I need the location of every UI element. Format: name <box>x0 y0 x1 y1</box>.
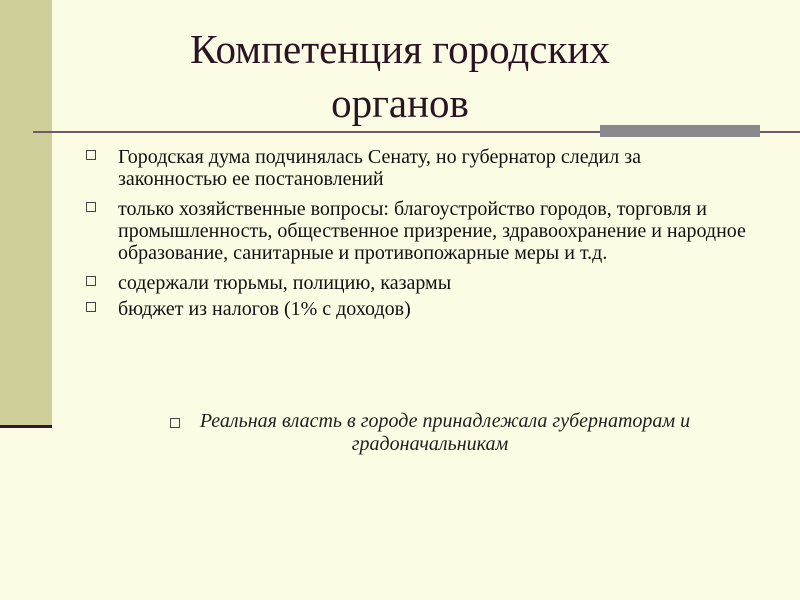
bullet-text: только хозяйственные вопросы: благоустройство городов, торговля и промышленность, общественное призрение, здравоохранение и народное образование, санитарные и противопожарные меры и т.д. <box>118 198 746 264</box>
decorative-side-bar <box>0 0 52 425</box>
title-divider-accent <box>600 125 760 137</box>
conclusion-statement <box>110 410 750 456</box>
square-bullet-icon <box>86 202 96 212</box>
bullet-text: содержали тюрьмы, полицию, казармы <box>118 272 452 294</box>
bullet-item-4 <box>86 298 746 320</box>
side-bar-underline <box>0 425 52 428</box>
bullet-item-2 <box>86 198 746 264</box>
square-bullet-icon <box>86 150 96 160</box>
square-bullet-icon <box>86 276 96 286</box>
bullet-text: Городская дума подчинялась Сенату, но губернатор следил за законностью ее постановлений <box>118 146 641 190</box>
bullet-list <box>86 146 746 328</box>
square-bullet-icon <box>170 418 180 428</box>
bullet-item-3 <box>86 272 746 294</box>
bullet-item-1 <box>86 146 746 190</box>
conclusion-text: Реальная власть в городе принадлежала губернаторам и градоначальникам <box>199 410 691 455</box>
square-bullet-icon <box>86 302 96 312</box>
slide-title: Компетенция городских органов <box>190 26 610 126</box>
bullet-text: бюджет из налогов (1% с доходов) <box>118 298 411 320</box>
